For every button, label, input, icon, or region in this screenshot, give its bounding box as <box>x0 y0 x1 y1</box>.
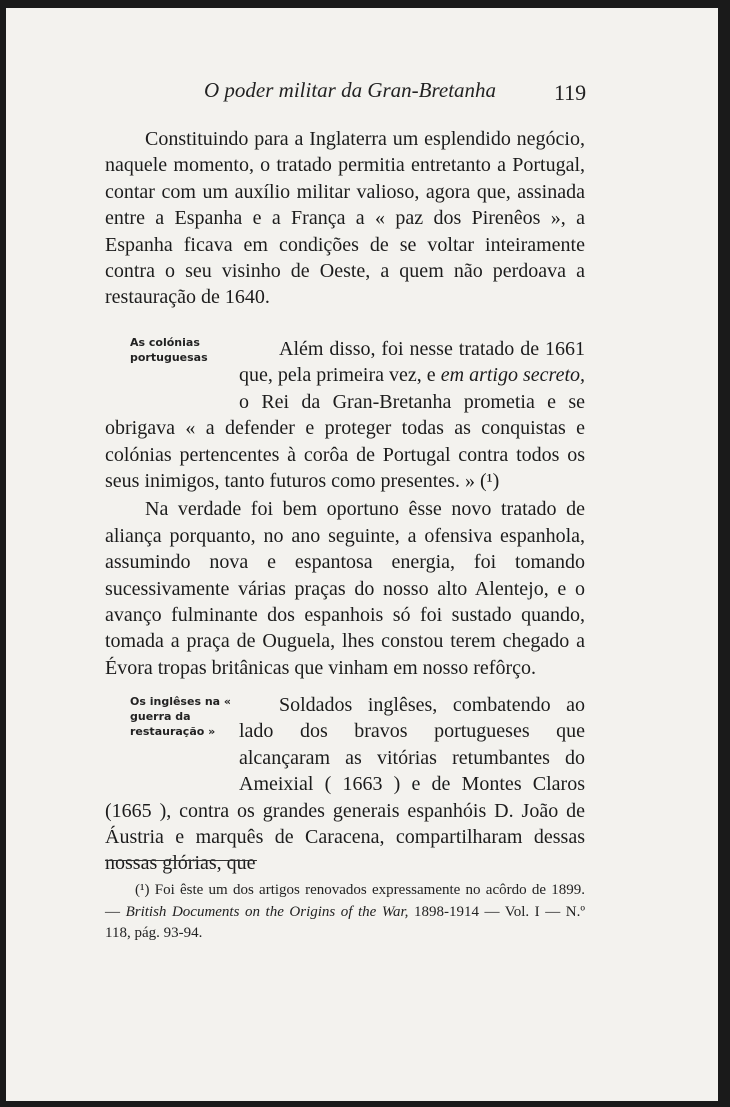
page-number: 119 <box>554 80 587 105</box>
paragraph-2-text-a: Além disso, foi nesse tratado de 1661 que, pela primeira vez, e <box>239 338 585 387</box>
paragraph-block-1 <box>105 126 585 311</box>
margin-note-ingleses: Os inglêses na « guerra da restauração » <box>130 695 232 738</box>
page-header <box>6 78 718 108</box>
paragraph-3: Na verdade foi bem oportuno êsse novo tratado de aliança porquanto, no ano seguinte, a ofensiva espanhola, assumindo nova e espantosa energia, foi tomando sucessivamente várias praças do nosso alto Alentejo, e o avanço fulminante dos espanhois só foi sustado quando, tomada a praça de Ouguela, lhes constou terem chegado a Évora tropas britânicas que vinham em nosso refôrço. <box>105 498 585 679</box>
paragraph-block-2 <box>105 336 585 681</box>
book-page <box>6 8 718 1101</box>
paragraph-2-text-b: o Rei da Gran-Bretanha prometia e se obrigava « a defender e proteger todas as conquistas e colónias pertencentes à corôa de Portugal contra todos os seus inimigos, tanto futuros como presentes. » <box>105 390 585 493</box>
footnote-source-title: British Documents on the Origins of the War, <box>125 903 409 920</box>
running-title: O poder militar da Gran-Bretanha <box>204 78 497 102</box>
margin-gap <box>105 336 239 412</box>
footnote <box>105 880 585 945</box>
paragraph-1: Constituindo para a Inglaterra um esplendido negócio, naquele momento, o tratado permitia entretanto a Portugal, contar com um auxílio militar valioso, agora que, assinada entre a Espanha e a França a « paz dos Pirenêos », a Espanha ficava em condições de se voltar inteiramente contra o seu visinho de Oeste, a quem não perdoava a restauração de 1640. <box>105 128 585 309</box>
footnote-text-b: 1898-1914 — Vol. I — N.º 118, pág. 93-94. <box>105 903 586 941</box>
margin-note-colonias: As colónias portuguesas <box>130 336 208 364</box>
paragraph-2-italic: em artigo secreto, <box>440 364 586 387</box>
footnote-text-a: Foi êste um dos artigos renovados expressamente no acôrdo de 1899. — <box>105 882 585 920</box>
margin-gap <box>105 692 239 794</box>
paragraph-block-3 <box>105 692 585 877</box>
footnote-reference[interactable]: (¹) <box>479 470 500 493</box>
footnote-divider <box>105 860 257 861</box>
footnote-marker: (¹) <box>135 882 150 898</box>
paragraph-4: Soldados inglêses, combatendo ao lado dos bravos portugueses que alcançaram as vitórias retumbantes do Ameixial ( 1663 ) e de Montes Claros (1665 ), contra os grandes generais espanhóis D. João de Áustria e marquês de Caracena, compartilharam dessas nossas glórias, que <box>105 694 585 875</box>
